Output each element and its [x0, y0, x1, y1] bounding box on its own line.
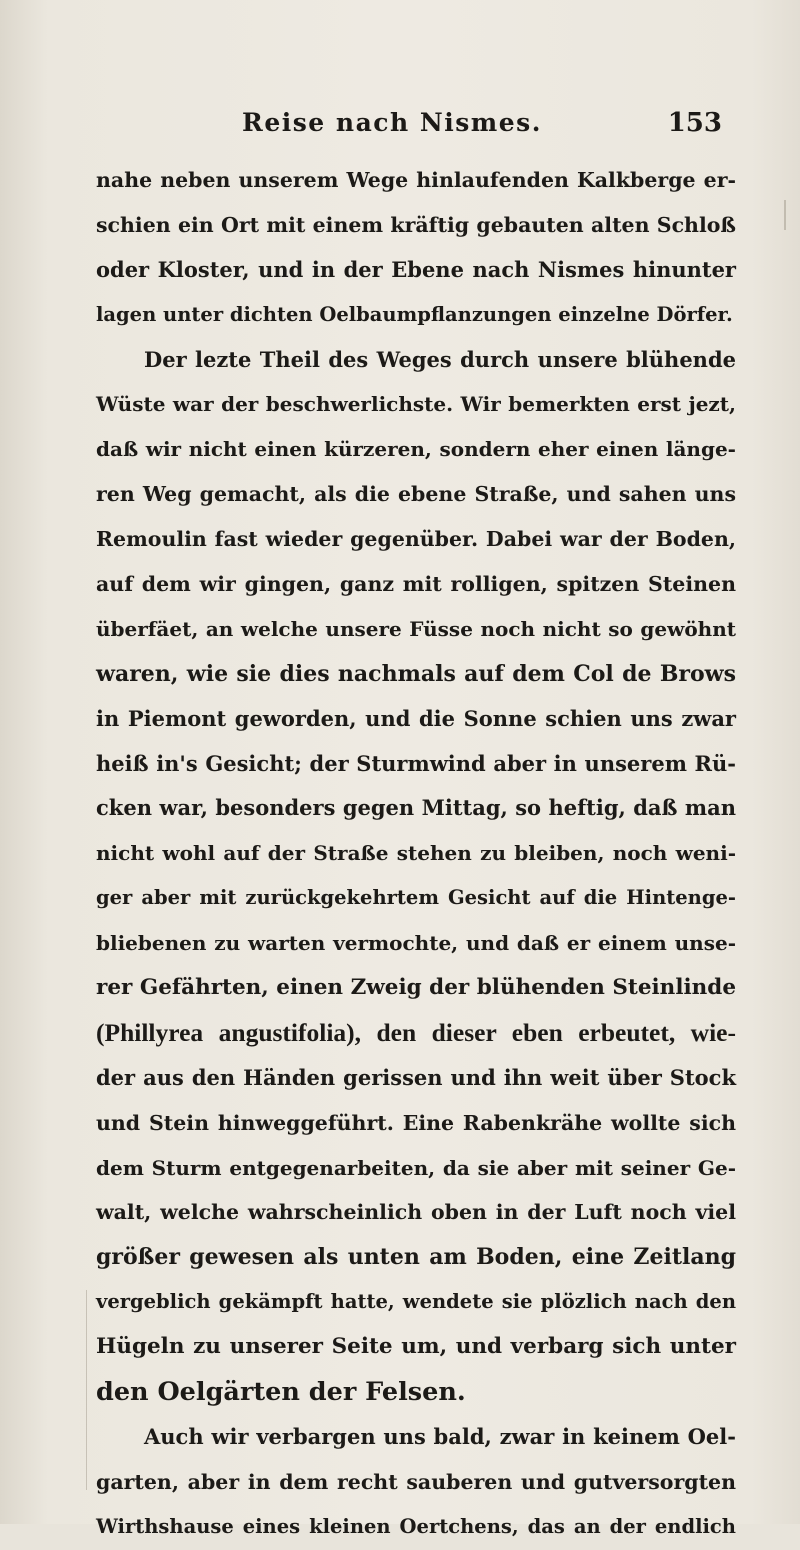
- text-line: nahe neben unserem Wege hinlaufenden Kalkberge er-: [96, 168, 736, 192]
- text-line: bliebenen zu warten vermochte, und daß er einem unse-: [96, 931, 736, 956]
- text-line: Wirthshause eines kleinen Oertchens, das an der endlich: [96, 1514, 736, 1538]
- scan-mark: [784, 200, 786, 230]
- text-line: den Oelgärten der Felsen.: [96, 1377, 466, 1408]
- text-line: vergeblich gekämpft hatte, wendete sie plözlich nach den: [96, 1290, 736, 1314]
- text-line: Der lezte Theil des Weges durch unsere blühende: [144, 346, 736, 372]
- text-line: lagen unter dichten Oelbaumpflanzungen einzelne Dörfer.: [96, 302, 733, 326]
- text-line: ren Weg gemacht, als die ebene Straße, und sahen uns: [96, 482, 736, 507]
- running-head: Reise nach Nismes.: [242, 108, 542, 137]
- text-line: Hügeln zu unserer Seite um, und verbarg sich unter: [96, 1334, 736, 1360]
- text-line: schien ein Ort mit einem kräftig gebauten alten Schloß: [96, 212, 736, 237]
- text-line: Remoulin fast wieder gegenüber. Dabei war der Boden,: [96, 527, 736, 552]
- text-line: nicht wohl auf der Straße stehen zu bleiben, noch weni-: [96, 841, 736, 866]
- text-line: waren, wie sie dies nachmals auf dem Col de Brows: [96, 660, 736, 687]
- text-line: und Stein hinweggeführt. Eine Rabenkrähe wollte sich: [96, 1110, 736, 1135]
- text-line: rer Gefährten, einen Zweig der blühenden Steinlinde: [96, 975, 736, 1001]
- text-line: walt, welche wahrscheinlich oben in der Luft noch viel: [96, 1200, 736, 1225]
- text-line: dem Sturm entgegenarbeiten, da sie aber mit seiner Ge-: [96, 1155, 736, 1180]
- text-line: ger aber mit zurückgekehrtem Gesicht auf die Hintenge-: [96, 886, 736, 910]
- text-line: oder Kloster, und in der Ebene nach Nismes hinunter: [96, 256, 736, 282]
- page-number: 153: [667, 108, 722, 138]
- text-line: auf dem wir gingen, ganz mit rolligen, spitzen Steinen: [96, 572, 736, 597]
- text-line: in Piemont geworden, und die Sonne schien uns zwar: [96, 705, 736, 731]
- text-line: größer gewesen als unten am Boden, eine Zeitlang: [96, 1244, 736, 1271]
- text-line: Auch wir verbargen uns bald, zwar in keinem Oel-: [144, 1423, 736, 1449]
- text-line: daß wir nicht einen kürzeren, sondern eher einen länge-: [96, 437, 736, 462]
- text-line: (Phillyrea angustifolia), den dieser eben erbeutet, wie-: [96, 1017, 736, 1047]
- text-line: überfäet, an welche unsere Füsse noch nicht so gewöhnt: [96, 616, 736, 641]
- text-line: heiß in's Gesicht; der Sturmwind aber in unserem Rü-: [96, 750, 736, 776]
- scan-mark: [86, 1290, 87, 1490]
- text-line: Wüste war der beschwerlichste. Wir bemerkten erst jezt,: [96, 392, 736, 417]
- text-line: cken war, besonders gegen Mittag, so heftig, daß man: [96, 795, 736, 821]
- page-header: [0, 108, 800, 148]
- text-line: garten, aber in dem recht sauberen und gutversorgten: [96, 1469, 736, 1494]
- text-line: der aus den Händen gerissen und ihn weit über Stock: [96, 1064, 736, 1090]
- body-text: [96, 158, 736, 1550]
